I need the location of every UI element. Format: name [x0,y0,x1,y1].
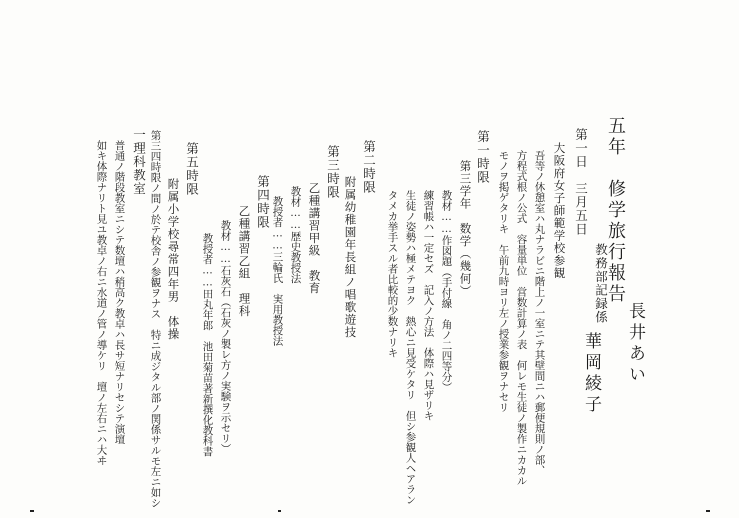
body-line: 練習帳ハ一定セズ 記入ノ方法 体際ハ見ザリキ [422,190,435,421]
period-heading: 第三時限 [325,145,341,199]
author-signature: 長井あい [625,302,645,386]
report-title: 五年 修学旅行報告 [605,116,626,305]
scan-edge-mark [30,510,34,512]
material-line: 教材……歴史教授法 [289,186,302,284]
teacher-line: 教授者……田丸年郎 池田菊苗著新撰化教科書 [201,233,214,457]
class-subject: 附属小学校尋常四年男 体操 [166,178,181,341]
period-heading: 第五時限 [184,142,200,196]
period-heading: 第四時限 [255,175,271,229]
day-heading: 第一日 三月五日 [573,128,589,236]
period-heading: 第一時限 [475,130,491,184]
scan-edge-mark [706,510,710,512]
class-subject: 乙種講習甲級 教育 [307,182,322,295]
scan-edge-mark [278,510,281,512]
school-visit-heading: 大阪府女子師範学校参観 [552,142,567,280]
body-line: モノヲ掲ゲタリキ 午前九時ヨリ左ノ授業参観ヲナセリ [497,150,510,413]
teacher-line: 教授者……三輪氏 実用教授法 [271,196,284,346]
body-line: 生徒ノ姿勢ハ極メテヨク 熱心ニ見受ケタリ 但シ参観人ヘアラン [404,190,417,505]
period-heading: 第二時限 [361,140,377,194]
class-subject: 乙種講習乙組 理科 [237,205,252,318]
body-line: 普通ノ階段教室ニシテ数壇ハ稍高ク教卓ハ長サ短ナリセシテ演壇 [113,140,126,445]
section-heading: 一理科教室 [131,128,147,196]
class-subject: 附属幼稚園年長組ノ唱歌遊技 [343,176,358,339]
department-label: 教務部記録係 [593,243,609,324]
class-subject: 第三学年 数学（幾何） [458,160,473,298]
body-line: 吾等ノ休憩室ハ丸ナラビニ階上ノ一室ニテ其壁間ニハ郵便規則ノ部、 [533,150,546,476]
body-line: 如キ体際ナリト見ユ教卓ノ右ニ水道ノ管ノ導ケリ 壇ノ左右ニハ大ヰ [95,140,108,466]
body-line: 方程式根ノ公式 容量単位 営数計算ノ表 何レモ生徒ノ製作ニカカル [515,150,528,486]
material-line: 教材……作図題（手付線 角ノ二四等分） [440,190,453,393]
body-line: タメカ挙手スル者比較的少数ナリキ [386,190,399,358]
material-line: 教材……石灰石（石灰ノ製レ方ノ実験ヲ示セリ） [219,220,232,454]
body-line: 第三四時限ノ間ノ於テ校舎ノ参観ヲナス 特ニ成ジタル部ノ関係サルモ左ニ如シ [149,130,162,508]
author-signature: 華岡綾子 [581,332,601,416]
